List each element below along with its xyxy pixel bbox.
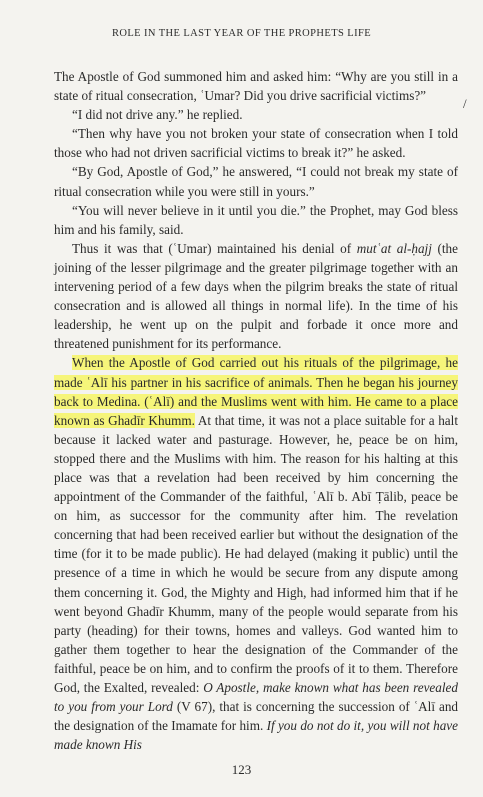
paragraph-6-text-b: (the joining of the lesser pilgrimage and the greater pilgrimage together with an intervening period of a few days when the pilgrim breaks the state of ritual consecration and is allowed all things in normal life). In the time of his leadership, he went up on the pulpit and forbade it once more and threatened punishment for its performance.	[54, 240, 458, 352]
paragraph-5: “You will never believe in it until you die.” the Prophet, may God bless him and his family, said.	[54, 202, 458, 237]
paragraph-7-text-b: that is concerning the succession of ʿAlī and the designation of the Imamate for him.	[54, 699, 459, 734]
quran-quote-2: If you do not do it, you will not have made known His	[54, 718, 458, 753]
paragraph-7-text-a: At that time, it was not a place suitable for a halt because it lacked water and pasturage. However, he, peace be on him, stopped there and the Muslims with him. The reason for his halting at this place was that a revelation had been received by him concerning the appointment of the Commander of the faithful, ʿAlī b. Abī Ṭālib, peace be on him, as successor for the community after him. The revelation concerning that had been received earlier but without the designation of the time (for it to be made public). He had delayed (making it public) until the presence of a time in which he would be secure from any dispute among them concerning it. God, the Mighty and High, had informed him that if he went beyond Ghadīr Khumm, many of the people would separate from his party (heading) for their towns, homes and valleys. God wanted him to gather them together to hear the designation of the Commander of the faithful, peace be on him, and to confirm the proofs of it to them. Therefore God, the Exalted, revealed:	[54, 412, 458, 695]
paragraph-1: The Apostle of God summoned him and asked him: “Why are you still in a state of ritual consecration, ʿUmar? Did you drive sacrificial victims?”	[54, 69, 458, 104]
quran-reference: (V 67),	[172, 699, 216, 715]
paragraph-3: “Then why have you not broken your state of consecration when I told those who had not driven sacrificial victims to break it?” he asked.	[54, 126, 458, 161]
margin-mark: /	[463, 96, 467, 111]
page-number: 123	[231, 762, 252, 777]
running-header: ROLE IN THE LAST YEAR OF THE PROPHETS LIFE	[111, 28, 372, 39]
paragraph-7	[54, 353, 458, 754]
paragraph-6	[54, 239, 458, 354]
highlighted-passage: When the Apostle of God carried out his rituals of the pilgrimage, he made ʿAlī his partner in his sacrifice of animals. Then he began his journey back to Medina. (ʿAlī) and the Muslims went with him. He came to a place known as Ghadīr Khumm.	[54, 355, 458, 428]
quran-quote-1: O Apostle, make known what has been revealed to you from your Lord	[54, 680, 458, 715]
paragraph-4: “By God, Apostle of God,” he answered, “I could not break my state of ritual consecration while you were still in yours.”	[54, 164, 458, 199]
page-body	[54, 67, 458, 754]
paragraph-2: “I did not drive any.” he replied.	[72, 107, 243, 123]
paragraph-6-text-a: Thus it was that (ʿUmar) maintained his denial of	[72, 240, 357, 256]
paragraph-6-term: mutʿat al-ḥajj	[356, 240, 432, 256]
